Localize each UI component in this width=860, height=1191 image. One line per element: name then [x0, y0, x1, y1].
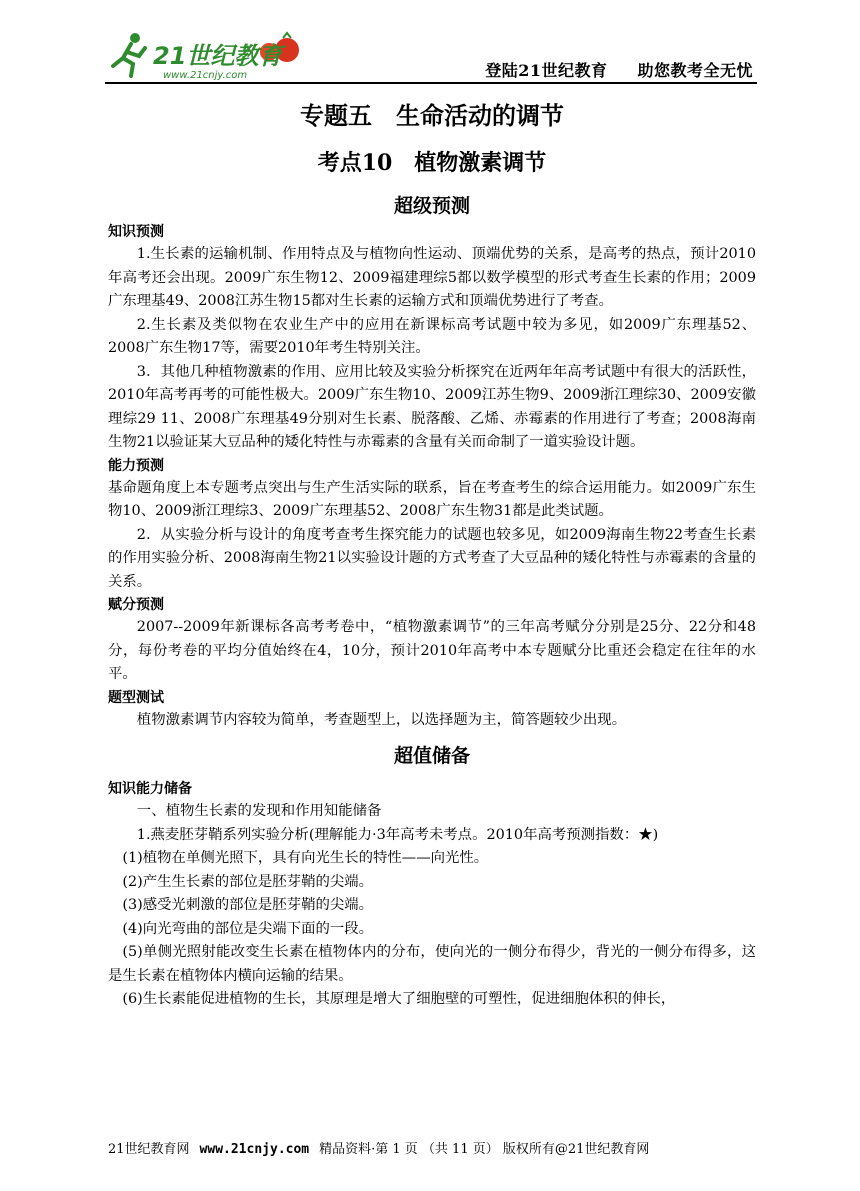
point-title: 考点10 植物激素调节 [317, 150, 547, 176]
page-header [105, 28, 757, 82]
reserve-item-4: (4)向光弯曲的部位是尖端下面的一段。 [122, 920, 374, 937]
reserve-line-2: 1.燕麦胚芽鞘系列实验分析(理解能力·3年高考未考点。2010年高考预测指数：★) [136, 826, 659, 843]
knowledge-paragraph-3: 3．其他几种植物激素的作用、应用比较及实验分析探究在近两年年高考试题中有很大的活跃性，2010年高考再考的可能性极大。2009广东生物10、2009江苏生物9、2009浙江理综30、2009安徽理综29 11、2008广东理基49分别对生长素、脱落酸、乙烯、赤霉素的作用进行了考查；2008海南生物21以验证某大豆品种的矮化特性与赤霉素的含量有关而命制了一道实验设计题。 [108, 363, 756, 450]
page-footer [108, 1138, 756, 1157]
document-body [108, 94, 756, 1012]
knowledge-paragraph-1: 1.生长素的运输机制、作用特点及与植物向性运动、顶端优势的关系，是高考的热点，预计2010年高考还会出现。2009广东生物12、2009福建理综5都以数学模型的形式考查生长素的作用；2009广东理基49、2008江苏生物15都对生长素的运输方式和顶端优势进行了考查。 [108, 246, 756, 309]
section-title-reserve: 超值储备 [393, 745, 470, 767]
reserve-item-5: (5)单侧光照射能改变生长素在植物体内的分布，使向光的一侧分布得少，背光的一侧分布得多，这是生长素在植物体内横向运输的结果。 [108, 944, 756, 984]
question-type-paragraph-1: 植物激素调节内容较为简单，考查题型上，以选择题为主，简答题较少出现。 [136, 711, 627, 728]
topic-title: 专题五 生命活动的调节 [300, 101, 564, 130]
reserve-line-1: 一、植物生长素的发现和作用知能储备 [136, 803, 382, 819]
question-type-heading: 题型测试 [108, 689, 164, 706]
ability-heading: 能力预测 [108, 457, 164, 474]
reserve-item-6: (6)生长素能促进植物的生长，其原理是增大了细胞壁的可塑性，促进细胞体积的伸长， [122, 991, 676, 1007]
knowledge-paragraph-2: 2.生长素及类似物在农业生产中的应用在新课标高考试题中较为多见，如2009广东理基52、2008广东生物17等，需要2010年考生特别关注。 [108, 316, 756, 356]
slogan-motto: 助您教考全无忧 [637, 61, 753, 80]
header-slogan [485, 58, 753, 81]
reserve-heading: 知识能力储备 [108, 781, 192, 797]
reserve-item-2: (2)产生生长素的部位是胚芽鞘的尖端。 [122, 873, 374, 890]
reserve-item-1: (1)植物在单侧光照下，具有向光生长的特性——向光性。 [122, 850, 489, 866]
reserve-item-3: (3)感受光刺激的部位是胚芽鞘的尖端。 [122, 897, 374, 913]
knowledge-heading: 知识预测 [108, 224, 164, 240]
logo-url: www.21cnjy.com [163, 70, 248, 81]
footer-page-info: 精品资料·第 1 页 （共 11 页） 版权所有@21世纪教育网 [319, 1142, 650, 1157]
running-figure-icon [113, 33, 145, 76]
footer-site-url[interactable]: www.21cnjy.com [199, 1142, 310, 1157]
score-heading: 赋分预测 [108, 597, 164, 613]
site-logo[interactable] [105, 28, 315, 82]
header-divider [105, 82, 757, 84]
score-paragraph-1: 2007--2009年新课标各高考考卷中，“植物激素调节”的三年高考赋分分别是25分、22分和48分，每份考卷的平均分值始终在4，10分，预计2010年高考中本专题赋分比重还会稳定在往年的水平。 [108, 619, 756, 682]
ability-paragraph-2: 2．从实验分析与设计的角度考查考生探究能力的试题也较多见，如2009海南生物22考查生长素的作用实验分析、2008海南生物21以实验设计题的方式考查了大豆品种的矮化特性与赤霉素的含量的关系。 [108, 526, 756, 590]
footer-site-name: 21世纪教育网 [108, 1142, 190, 1157]
slogan-login: 登陆21世纪教育 [485, 61, 608, 80]
logo-text: 21世纪教育 [153, 42, 283, 70]
section-title-prediction: 超级预测 [393, 195, 470, 217]
ability-paragraph-1: 基命题角度上本专题考点突出与生产生活实际的联系，旨在考查考生的综合运用能力。如2009广东生物10、2009浙江理综3、2009广东理基52、2008广东生物31都是此类试题。 [108, 479, 756, 519]
